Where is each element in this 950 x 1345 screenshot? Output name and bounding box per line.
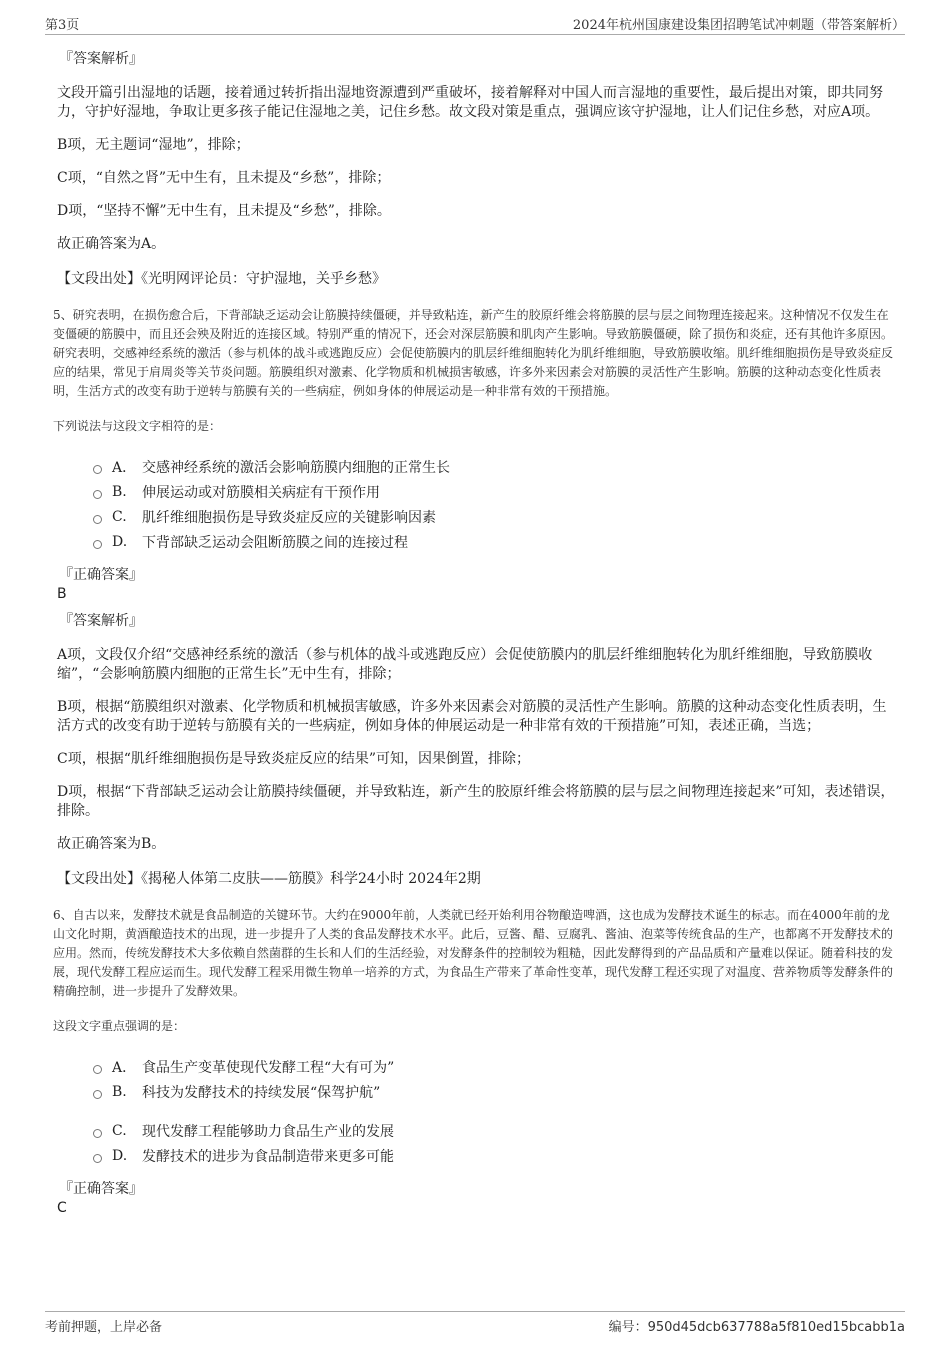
q4-analysis-paragraph: D项，“坚持不懈”无中生有，且未提及“乡愁”，排除。 (57, 203, 391, 219)
option-text: 下背部缺乏运动会阻断筋膜之间的连接过程 (142, 534, 408, 551)
q6-prompt: 这段文字重点强调的是： (53, 1019, 186, 1033)
q5-analysis-paragraph: 故正确答案为B。 (57, 836, 166, 852)
option-text: 交感神经系统的激活会影响筋膜内细胞的正常生长 (142, 459, 450, 476)
q5-answer-title: 『正确答案』 (59, 567, 143, 583)
page-header (45, 14, 905, 35)
radio-icon[interactable] (93, 490, 102, 499)
option-text: 科技为发酵技术的持续发展“保驾护航” (142, 1084, 381, 1101)
option-text: 伸展运动或对筋膜相关病症有干预作用 (142, 484, 380, 501)
q4-analysis-title: 『答案解析』 (59, 51, 143, 67)
q4-source: 【文段出处】《光明网评论员：守护湿地，关乎乡愁》 (57, 271, 386, 287)
q5-answer: B (57, 586, 67, 602)
q5-analysis-paragraph: D项，根据“下背部缺乏运动会让筋膜持续僵硬，并导致粘连，新产生的胶原纤维会将筋膜的层与层之间物理连接起来”可知，表述错误，排除。 (57, 784, 895, 819)
page-content (55, 48, 900, 1224)
q5-options (93, 454, 900, 554)
option-text: 现代发酵工程能够助力食品生产业的发展 (142, 1123, 394, 1140)
option-letter: D. (112, 1147, 128, 1164)
q5-analysis-paragraph: C项，根据“肌纤维细胞损伤是导致炎症反应的结果”可知，因果倒置，排除； (57, 751, 531, 767)
q5-question-text: 5、研究表明，在损伤愈合后，下背部缺乏运动会让筋膜持续僵硬，并导致粘连，新产生的胶原纤维会将筋膜的层与层之间物理连接起来。这种情况不仅发生在变僵硬的筋膜中，而且还会殃及附近的连接区域。特别严重的情况下，还会对深层筋膜和肌肉产生影响。导致筋膜僵硬，除了损伤和炎症，还有其他许多原因。研究表明，交感神经系统的激活（参与机体的战斗或逃跑反应）会促使筋膜内的肌层纤维细胞转化为肌纤维细胞，导致筋膜收缩。肌纤维细胞损伤是导致炎症反应的结果，常见于肩周炎等关节炎问题。筋膜组织对激素、化学物质和机械损害敏感，许多外来因素会对筋膜的灵活性产生影响。筋膜的这种动态变化性质表明，生活方式的改变有助于逆转与筋膜有关的一些病症，例如身体的伸展运动是一种非常有效的干预措施。 (53, 308, 894, 398)
option-text: 肌纤维细胞损伤是导致炎症反应的关键影响因素 (142, 509, 436, 526)
option-letter: A． (112, 459, 137, 476)
q4-analysis-paragraph: C项，“自然之肾”无中生有，且未提及“乡愁”，排除； (57, 170, 391, 186)
footer-slogan: 考前押题，上岸必备 (45, 1320, 163, 1335)
option-letter: C. (112, 1122, 127, 1139)
q6-answer: C (57, 1200, 67, 1216)
q6-options (93, 1054, 900, 1168)
radio-icon[interactable] (93, 515, 102, 524)
document-title: 2024年杭州国康建设集团招聘笔试冲刺题（带答案解析） (572, 18, 905, 33)
q5-analysis-title: 『答案解析』 (59, 613, 143, 629)
q6-option-a[interactable] (93, 1054, 900, 1079)
q5-analysis-paragraph: B项，根据“筋膜组织对激素、化学物质和机械损害敏感，许多外来因素会对筋膜的灵活性产生影响。筋膜的这种动态变化性质表明，生活方式的改变有助于逆转与筋膜有关的一些病症，例如身体的伸展运动是一种非常有效的干预措施”可知，表述正确，当选； (57, 699, 887, 734)
option-letter: B. (112, 1083, 127, 1100)
option-letter: B. (112, 483, 127, 500)
radio-icon[interactable] (93, 1090, 102, 1099)
option-text: 发酵技术的进步为食品制造带来更多可能 (142, 1148, 394, 1165)
radio-icon[interactable] (93, 1065, 102, 1074)
option-letter: A． (112, 1059, 137, 1076)
radio-icon[interactable] (93, 465, 102, 474)
radio-icon[interactable] (93, 540, 102, 549)
q5-option-b[interactable] (93, 479, 900, 504)
q5-option-d[interactable] (93, 529, 900, 554)
radio-icon[interactable] (93, 1154, 102, 1163)
q6-option-b[interactable] (93, 1079, 900, 1104)
q5-option-a[interactable] (93, 454, 900, 479)
option-letter: C. (112, 508, 127, 525)
q4-analysis-paragraph: 文段开篇引出湿地的话题，接着通过转折指出湿地资源遭到严重破坏，接着解释对中国人而言湿地的重要性，最后提出对策，即共同努力，守护好湿地，争取让更多孩子能记住湿地之美，记住乡愁。故文段对策是重点，强调应该守护湿地，让人们记住乡愁，对应A项。 (57, 85, 883, 120)
q6-option-d[interactable] (93, 1143, 900, 1168)
q5-option-c[interactable] (93, 504, 900, 529)
q5-source: 【文段出处】《揭秘人体第二皮肤——筋膜》科学24小时 2024年2期 (57, 871, 481, 887)
radio-icon[interactable] (93, 1129, 102, 1138)
q5-prompt: 下列说法与这段文字相符的是： (53, 419, 222, 433)
q6-answer-title: 『正确答案』 (59, 1181, 143, 1197)
document-code: 编号：950d45dcb637788a5f810ed15bcabb1a (608, 1320, 905, 1335)
option-letter: D. (112, 533, 128, 550)
q6-option-c[interactable] (93, 1118, 900, 1143)
q5-analysis-paragraph: A项，文段仅介绍“交感神经系统的激活（参与机体的战斗或逃跑反应）会促使筋膜内的肌层纤维细胞转化为肌纤维细胞，导致筋膜收缩”，“会影响筋膜内细胞的正常生长”无中生有，排除； (57, 647, 873, 682)
q6-question-text: 6、自古以来，发酵技术就是食品制造的关键环节。大约在9000年前，人类就已经开始利用谷物酿造啤酒，这也成为发酵技术诞生的标志。而在4000年前的龙山文化时期，黄酒酿造技术的出现，进一步提升了人类的食品发酵技术水平。此后，豆酱、醋、豆腐乳、酱油、泡菜等传统食品的生产，也都离不开发酵技术的应用。然而，传统发酵技术大多依赖自然菌群的生长和人们的生活经验，对发酵条件的控制较为粗糙，因此发酵得到的产品品质和产量难以保证。随着科技的发展，现代发酵工程应运而生。现代发酵工程采用微生物单一培养的方式，为食品生产带来了革命性变革，现代发酵工程还实现了对温度、营养物质等发酵条件的精确控制，进一步提升了发酵效果。 (53, 908, 894, 998)
page-number: 第3页 (45, 18, 80, 33)
q4-analysis-paragraph: 故正确答案为A。 (57, 236, 166, 252)
q4-analysis-paragraph: B项，无主题词“湿地”，排除； (57, 137, 250, 153)
option-text: 食品生产变革使现代发酵工程“大有可为” (142, 1059, 395, 1076)
page-footer (45, 1311, 905, 1334)
